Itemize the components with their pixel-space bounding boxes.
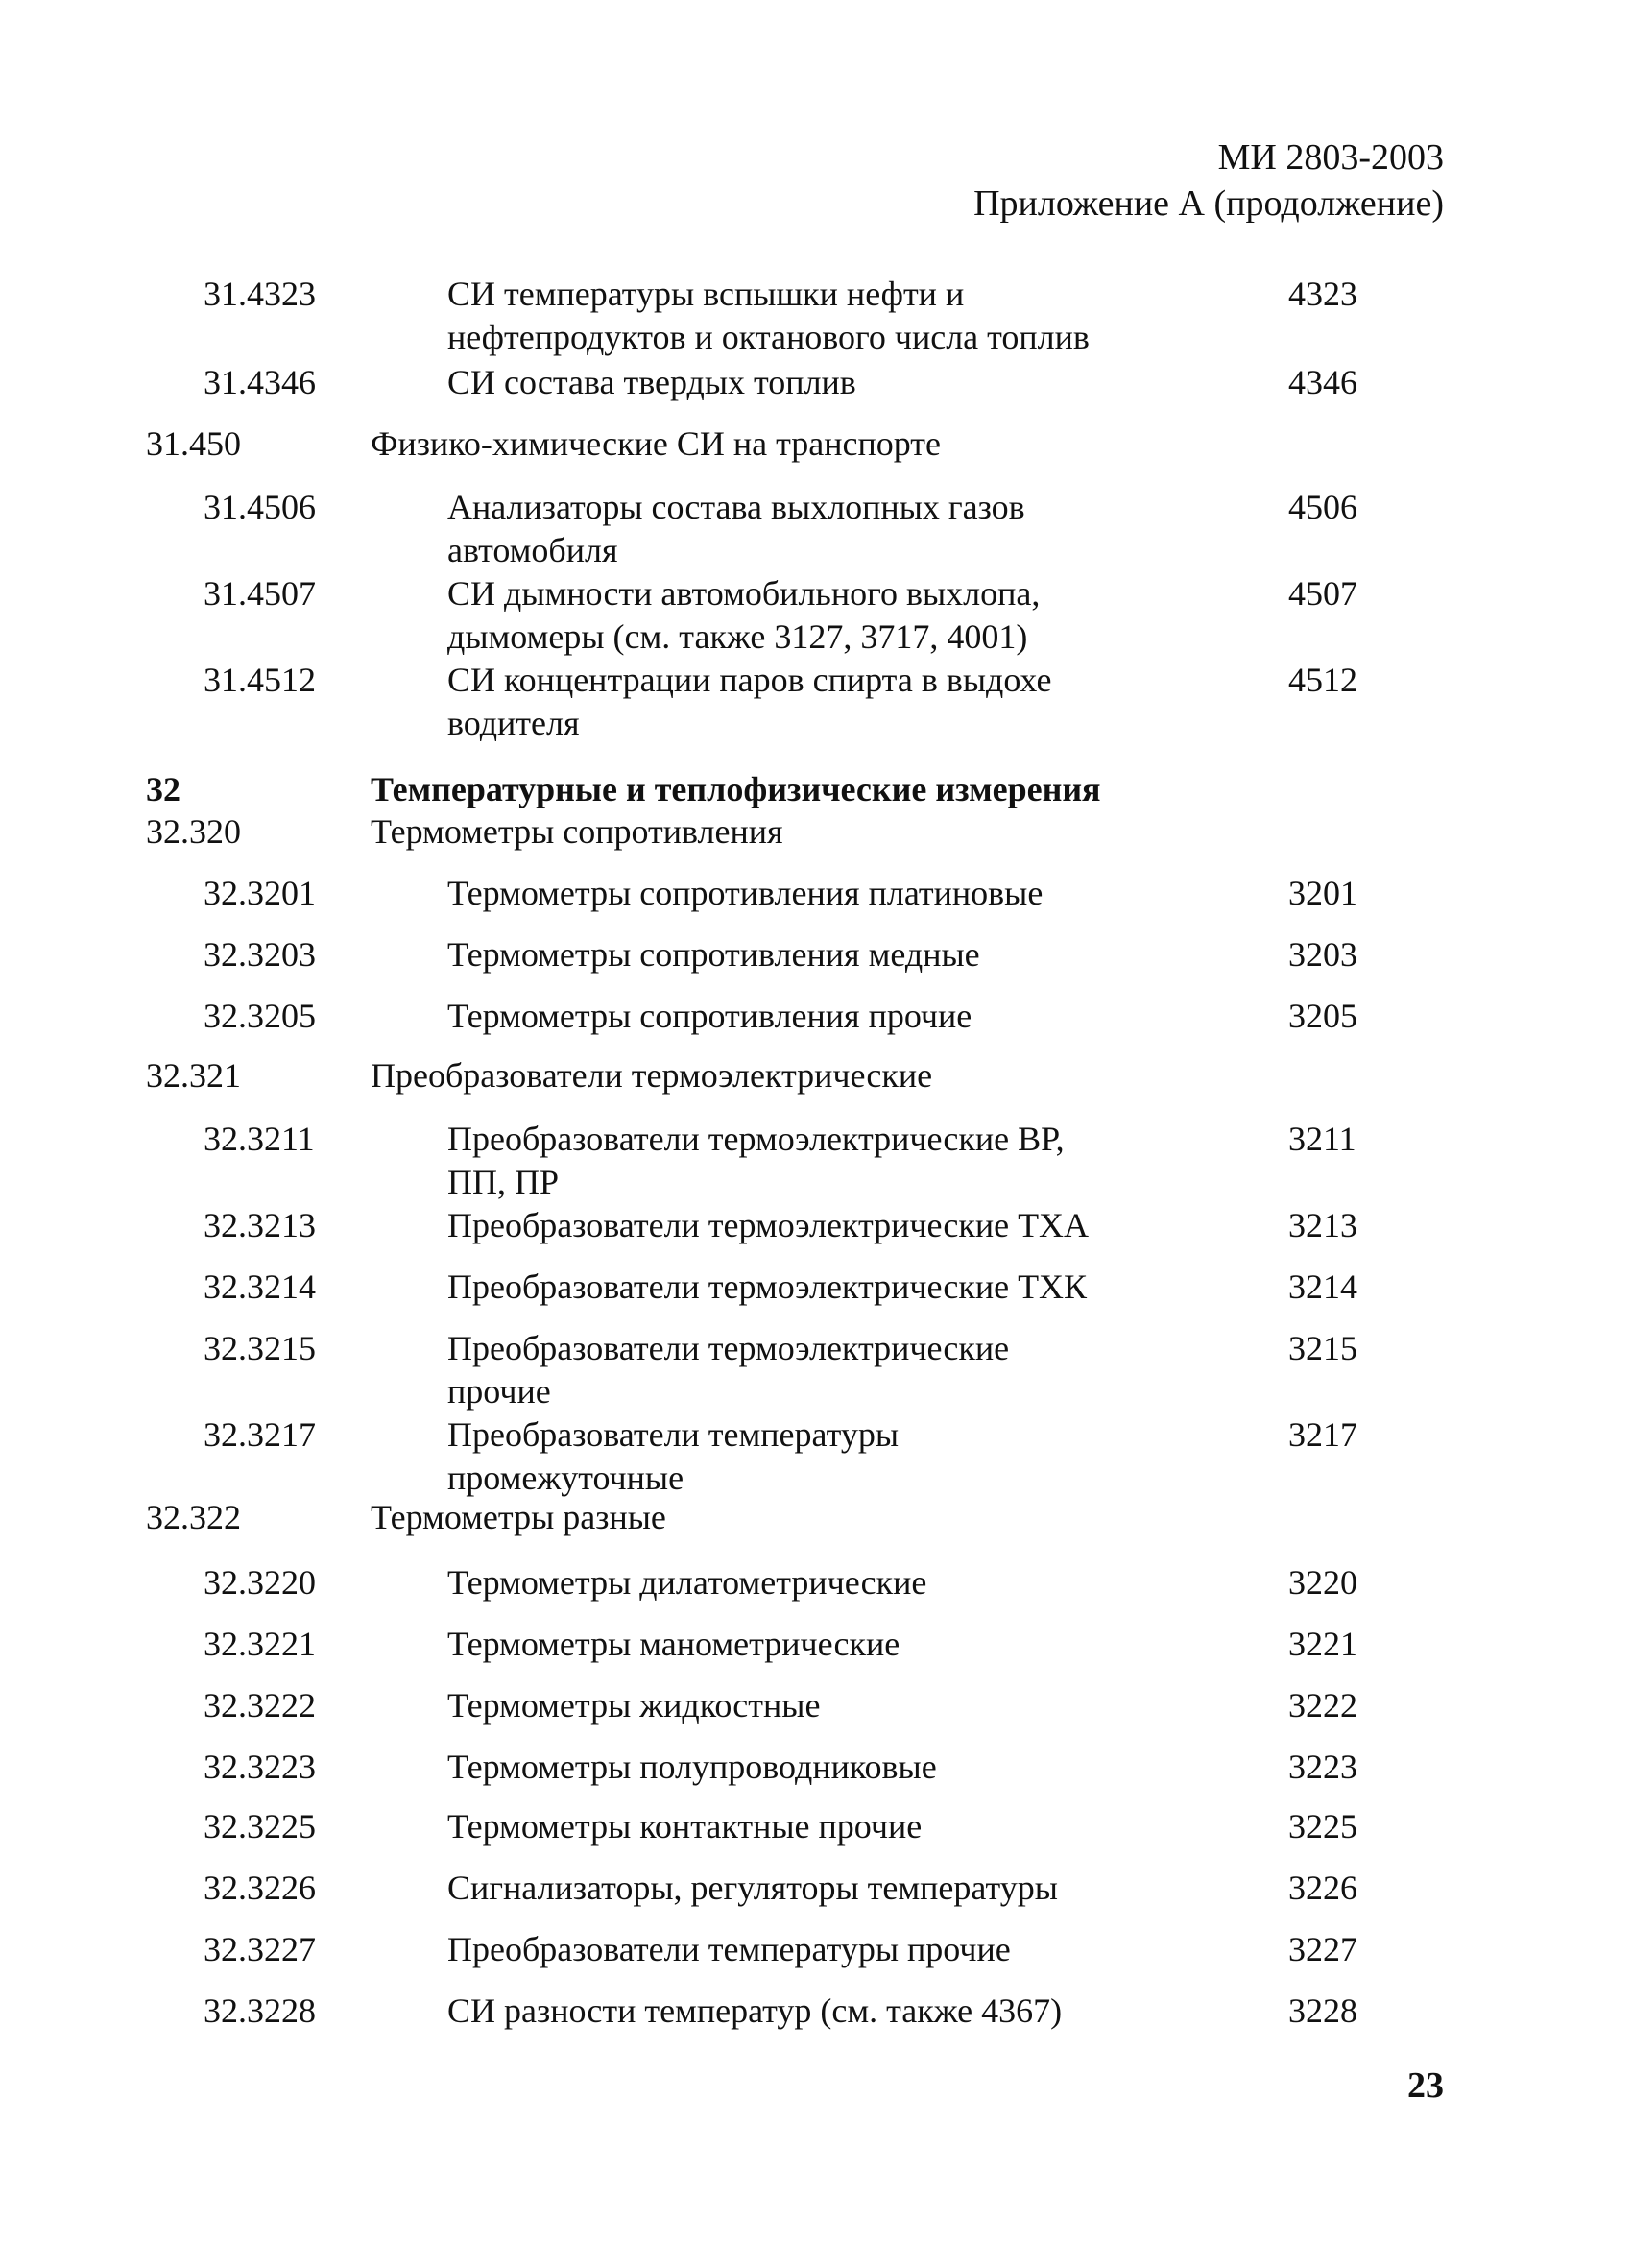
item-title-line: Преобразователи термоэлектрические ВР, xyxy=(447,1120,1065,1158)
item-title xyxy=(447,1623,900,1666)
item-title-line: Преобразователи температуры xyxy=(447,1415,900,1454)
item-title xyxy=(447,659,1052,745)
item-number: 3201 xyxy=(1288,874,1357,912)
item-title-line: Термометры полупроводниковые xyxy=(447,1748,937,1786)
item-number: 3222 xyxy=(1288,1686,1357,1725)
item-code: 31.4512 xyxy=(204,661,316,699)
item-title xyxy=(447,1684,820,1727)
item-title xyxy=(371,422,941,466)
item-title xyxy=(447,1561,926,1604)
item-number: 3211 xyxy=(1288,1120,1356,1158)
page-number: 23 xyxy=(1407,2065,1444,2106)
item-code: 31.4507 xyxy=(204,574,316,613)
item-title xyxy=(447,572,1040,659)
item-title-line: Термометры манометрические xyxy=(447,1625,900,1663)
item-number: 3215 xyxy=(1288,1329,1357,1367)
item-title-line: СИ дымности автомобильного выхлопа, xyxy=(447,574,1041,613)
item-number: 4506 xyxy=(1288,488,1357,526)
item-title xyxy=(447,872,1043,915)
item-title-line: водителя xyxy=(447,704,580,742)
item-title xyxy=(371,1496,666,1539)
item-code: 32.322 xyxy=(146,1498,241,1536)
item-code: 32.3213 xyxy=(204,1206,316,1244)
item-code: 32.3223 xyxy=(204,1748,316,1786)
item-number: 3217 xyxy=(1288,1415,1357,1454)
item-number: 3221 xyxy=(1288,1625,1357,1663)
item-number: 4512 xyxy=(1288,661,1357,699)
item-number: 4323 xyxy=(1288,275,1357,313)
item-title xyxy=(447,486,1025,572)
item-code: 32.3220 xyxy=(204,1563,316,1602)
item-title-line: нефтепродуктов и октанового числа топлив xyxy=(447,318,1090,356)
item-title-line: Преобразователи термоэлектрические xyxy=(447,1329,1010,1367)
item-title xyxy=(371,810,783,854)
item-title-line: СИ концентрации паров спирта в выдохе xyxy=(447,661,1052,699)
item-code: 32.3227 xyxy=(204,1930,316,1968)
item-title-line: Преобразователи термоэлектрические ТХК xyxy=(447,1267,1088,1306)
item-code: 32.3222 xyxy=(204,1686,316,1725)
item-code: 32.320 xyxy=(146,812,241,851)
item-title xyxy=(447,1990,1062,2033)
item-number: 3214 xyxy=(1288,1267,1357,1306)
item-number: 3225 xyxy=(1288,1807,1357,1846)
item-title xyxy=(447,273,1090,359)
item-title xyxy=(447,995,972,1038)
item-title-line: ПП, ПР xyxy=(447,1163,560,1201)
item-code: 32.3201 xyxy=(204,874,316,912)
item-title xyxy=(447,1204,1089,1247)
item-title xyxy=(447,1266,1087,1309)
item-number: 4346 xyxy=(1288,363,1357,401)
item-code: 31.4506 xyxy=(204,488,316,526)
item-title-line: дымомеры (см. также 3127, 3717, 4001) xyxy=(447,617,1028,656)
item-title xyxy=(447,1327,1009,1413)
item-number: 3205 xyxy=(1288,997,1357,1035)
item-title-line: Преобразователи термоэлектрические xyxy=(371,1056,933,1095)
item-title xyxy=(447,361,856,404)
item-code: 32.3217 xyxy=(204,1415,316,1454)
item-title-line: Термометры разные xyxy=(371,1498,666,1536)
item-title-line: Сигнализаторы, регуляторы температуры xyxy=(447,1869,1058,1907)
item-code: 31.450 xyxy=(146,424,241,463)
item-title xyxy=(447,1746,937,1789)
item-number: 3203 xyxy=(1288,935,1357,974)
item-code: 32.3211 xyxy=(204,1120,315,1158)
item-title-line: Преобразователи термоэлектрические ТХА xyxy=(447,1206,1090,1244)
item-title xyxy=(447,1928,1011,1971)
item-number: 3213 xyxy=(1288,1206,1357,1244)
item-title-line: СИ температуры вспышки нефти и xyxy=(447,275,965,313)
item-title-line: Анализаторы состава выхлопных газов xyxy=(447,488,1025,526)
item-code: 32.321 xyxy=(146,1056,241,1095)
item-number: 3227 xyxy=(1288,1930,1357,1968)
item-title-line: Физико-химические СИ на транспорте xyxy=(371,424,941,463)
item-code: 32.3226 xyxy=(204,1869,316,1907)
item-code: 32 xyxy=(146,770,180,808)
item-number: 3220 xyxy=(1288,1563,1357,1602)
item-number: 3226 xyxy=(1288,1869,1357,1907)
item-title xyxy=(447,1805,922,1848)
item-title-line: промежуточные xyxy=(447,1459,684,1497)
item-title-line: СИ состава твердых топлив xyxy=(447,363,856,401)
item-title xyxy=(447,1867,1058,1910)
item-code: 32.3203 xyxy=(204,935,316,974)
item-title-line: Термометры контактные прочие xyxy=(447,1807,923,1846)
item-code: 32.3225 xyxy=(204,1807,316,1846)
document-id: МИ 2803-2003 xyxy=(1217,137,1444,178)
item-title-line: Преобразователи температуры прочие xyxy=(447,1930,1011,1968)
item-title-line: СИ разности температур (см. также 4367) xyxy=(447,1991,1063,2030)
item-title-line: Термометры жидкостные xyxy=(447,1686,821,1725)
item-title-line: Термометры сопротивления медные xyxy=(447,935,980,974)
item-code: 32.3228 xyxy=(204,1991,316,2030)
item-title xyxy=(371,1054,932,1098)
appendix-label: Приложение А (продолжение) xyxy=(973,183,1444,224)
item-title-line: прочие xyxy=(447,1372,551,1411)
item-title-line: Температурные и теплофизические измерения xyxy=(371,770,1101,808)
item-title-line: Термометры сопротивления xyxy=(371,812,783,851)
item-code: 31.4346 xyxy=(204,363,316,401)
item-title xyxy=(371,768,1101,811)
item-code: 32.3214 xyxy=(204,1267,316,1306)
item-number: 4507 xyxy=(1288,574,1357,613)
item-title-line: автомобиля xyxy=(447,531,618,569)
item-title xyxy=(447,1413,899,1500)
item-code: 32.3221 xyxy=(204,1625,316,1663)
item-title xyxy=(447,933,980,977)
item-title-line: Термометры дилатометрические xyxy=(447,1563,927,1602)
item-code: 31.4323 xyxy=(204,275,316,313)
item-number: 3228 xyxy=(1288,1991,1357,2030)
item-code: 32.3205 xyxy=(204,997,316,1035)
item-title-line: Термометры сопротивления прочие xyxy=(447,997,972,1035)
item-number: 3223 xyxy=(1288,1748,1357,1786)
item-code: 32.3215 xyxy=(204,1329,316,1367)
item-title-line: Термометры сопротивления платиновые xyxy=(447,874,1044,912)
item-title xyxy=(447,1118,1065,1204)
